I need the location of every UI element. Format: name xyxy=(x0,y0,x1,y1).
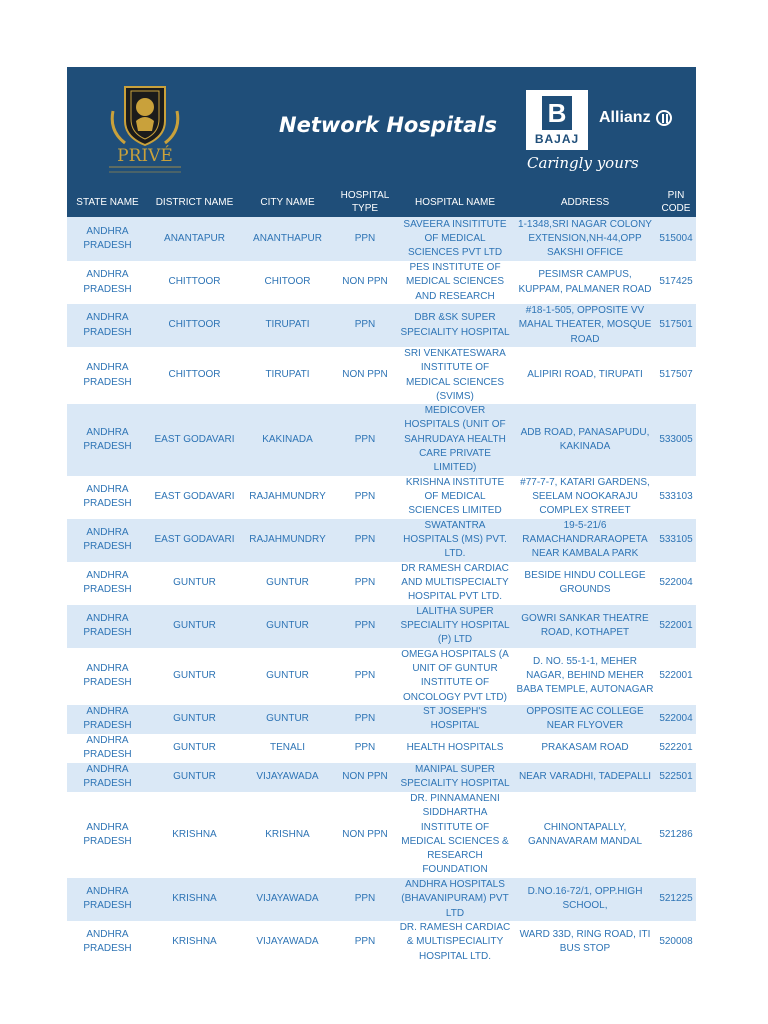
cell-pin-code: 522004 xyxy=(656,562,696,605)
table-row xyxy=(67,476,696,519)
cell-address: NEAR VARADHI, TADEPALLI xyxy=(514,763,656,792)
cell-address: ALIPIRI ROAD, TIRUPATI xyxy=(514,347,656,404)
table-row xyxy=(67,878,696,921)
cell-hospital-type: PPN xyxy=(334,404,396,475)
cell-state: ANDHRA PRADESH xyxy=(67,217,148,261)
cell-state: ANDHRA PRADESH xyxy=(67,404,148,475)
table-row xyxy=(67,648,696,705)
allianz-wordmark: Allianz xyxy=(599,109,651,126)
cell-hospital-type: PPN xyxy=(334,878,396,921)
table-row xyxy=(67,605,696,648)
cell-city: GUNTUR xyxy=(241,648,334,705)
cell-district: GUNTUR xyxy=(148,605,241,648)
table-row xyxy=(67,921,696,964)
cell-state: ANDHRA PRADESH xyxy=(67,261,148,304)
cell-hospital-name: HEALTH HOSPITALS xyxy=(396,734,514,763)
cell-hospital-name: ST JOSEPH'S HOSPITAL xyxy=(396,705,514,734)
cell-city: RAJAHMUNDRY xyxy=(241,476,334,519)
cell-hospital-type: PPN xyxy=(334,562,396,605)
table-row xyxy=(67,217,696,261)
col-header-hospital-type: HOSPITAL TYPE xyxy=(334,187,396,217)
cell-address: D.NO.16-72/1, OPP.HIGH SCHOOL, xyxy=(514,878,656,921)
cell-address: ADB ROAD, PANASAPUDU, KAKINADA xyxy=(514,404,656,475)
cell-hospital-type: PPN xyxy=(334,217,396,261)
cell-district: EAST GODAVARI xyxy=(148,519,241,562)
prive-logo-text: PRIVÉ xyxy=(117,146,173,166)
cell-pin-code: 520008 xyxy=(656,921,696,964)
cell-state: ANDHRA PRADESH xyxy=(67,648,148,705)
cell-district: GUNTUR xyxy=(148,648,241,705)
cell-pin-code: 533103 xyxy=(656,476,696,519)
cell-address: WARD 33D, RING ROAD, ITI BUS STOP xyxy=(514,921,656,964)
cell-address: BESIDE HINDU COLLEGE GROUNDS xyxy=(514,562,656,605)
cell-hospital-name: KRISHNA INSTITUTE OF MEDICAL SCIENCES LIMITED xyxy=(396,476,514,519)
cell-pin-code: 533005 xyxy=(656,404,696,475)
cell-address: 1-1348,SRI NAGAR COLONY EXTENSION,NH-44,OPP SAKSHI OFFICE xyxy=(514,217,656,261)
cell-hospital-name: MANIPAL SUPER SPECIALITY HOSPITAL xyxy=(396,763,514,792)
cell-city: CHITOOR xyxy=(241,261,334,304)
cell-hospital-name: DR. RAMESH CARDIAC & MULTISPECIALITY HOSPITAL LTD. xyxy=(396,921,514,964)
cell-district: GUNTUR xyxy=(148,734,241,763)
cell-city: KRISHNA xyxy=(241,792,334,878)
cell-district: GUNTUR xyxy=(148,763,241,792)
table-row xyxy=(67,304,696,347)
cell-address: #18-1-505, OPPOSITE VV MAHAL THEATER, MOSQUE ROAD xyxy=(514,304,656,347)
cell-address: PESIMSR CAMPUS, KUPPAM, PALMANER ROAD xyxy=(514,261,656,304)
cell-hospital-type: PPN xyxy=(334,304,396,347)
header-banner xyxy=(67,67,696,187)
cell-pin-code: 522001 xyxy=(656,648,696,705)
table-row xyxy=(67,519,696,562)
cell-hospital-type: PPN xyxy=(334,921,396,964)
cell-hospital-type: PPN xyxy=(334,519,396,562)
col-header-state: STATE NAME xyxy=(67,187,148,217)
cell-hospital-type: PPN xyxy=(334,734,396,763)
prive-crest-logo xyxy=(95,81,195,181)
cell-state: ANDHRA PRADESH xyxy=(67,705,148,734)
table-row xyxy=(67,734,696,763)
cell-address: OPPOSITE AC COLLEGE NEAR FLYOVER xyxy=(514,705,656,734)
cell-state: ANDHRA PRADESH xyxy=(67,562,148,605)
cell-hospital-type: PPN xyxy=(334,648,396,705)
table-row xyxy=(67,705,696,734)
cell-hospital-name: SWATANTRA HOSPITALS (MS) PVT. LTD. xyxy=(396,519,514,562)
cell-city: TIRUPATI xyxy=(241,347,334,404)
cell-city: GUNTUR xyxy=(241,705,334,734)
cell-district: GUNTUR xyxy=(148,705,241,734)
cell-state: ANDHRA PRADESH xyxy=(67,304,148,347)
col-header-address: ADDRESS xyxy=(514,187,656,217)
table-row xyxy=(67,347,696,404)
col-header-hospital-name: HOSPITAL NAME xyxy=(396,187,514,217)
cell-address: 19-5-21/6 RAMACHANDRARAOPETA NEAR KAMBALA PARK xyxy=(514,519,656,562)
cell-state: ANDHRA PRADESH xyxy=(67,763,148,792)
cell-city: ANANTHAPUR xyxy=(241,217,334,261)
bajaj-wordmark: BAJAJ xyxy=(534,132,580,146)
cell-hospital-name: PES INSTITUTE OF MEDICAL SCIENCES AND RESEARCH xyxy=(396,261,514,304)
cell-city: GUNTUR xyxy=(241,562,334,605)
table-row xyxy=(67,763,696,792)
cell-hospital-type: NON PPN xyxy=(334,261,396,304)
bajaj-b-icon: B xyxy=(542,96,572,130)
cell-hospital-type: PPN xyxy=(334,476,396,519)
table-row xyxy=(67,261,696,304)
cell-state: ANDHRA PRADESH xyxy=(67,605,148,648)
cell-city: KAKINADA xyxy=(241,404,334,475)
cell-district: GUNTUR xyxy=(148,562,241,605)
cell-hospital-type: NON PPN xyxy=(334,763,396,792)
table-row xyxy=(67,404,696,475)
cell-pin-code: 522001 xyxy=(656,605,696,648)
cell-pin-code: 522004 xyxy=(656,705,696,734)
cell-pin-code: 517501 xyxy=(656,304,696,347)
cell-district: KRISHNA xyxy=(148,792,241,878)
cell-district: EAST GODAVARI xyxy=(148,404,241,475)
cell-pin-code: 533105 xyxy=(656,519,696,562)
cell-hospital-name: DR RAMESH CARDIAC AND MULTISPECIALTY HOSPITAL PVT LTD. xyxy=(396,562,514,605)
cell-state: ANDHRA PRADESH xyxy=(67,519,148,562)
cell-hospital-name: OMEGA HOSPITALS (A UNIT OF GUNTUR INSTITUTE OF ONCOLOGY PVT LTD) xyxy=(396,648,514,705)
cell-address: #77-7-7, KATARI GARDENS, SEELAM NOOKARAJU COMPLEX STREET xyxy=(514,476,656,519)
cell-district: KRISHNA xyxy=(148,921,241,964)
cell-pin-code: 521225 xyxy=(656,878,696,921)
hospitals-table xyxy=(67,187,696,964)
cell-hospital-type: PPN xyxy=(334,605,396,648)
allianz-eagle-icon xyxy=(656,110,672,126)
cell-hospital-name: DBR &SK SUPER SPECIALITY HOSPITAL xyxy=(396,304,514,347)
cell-city: RAJAHMUNDRY xyxy=(241,519,334,562)
cell-address: CHINONTAPALLY, GANNAVARAM MANDAL xyxy=(514,792,656,878)
cell-state: ANDHRA PRADESH xyxy=(67,347,148,404)
tagline: Caringly yours xyxy=(527,154,639,172)
cell-hospital-type: NON PPN xyxy=(334,792,396,878)
bajaj-logo xyxy=(526,90,588,150)
col-header-pin-code: PIN CODE xyxy=(656,187,696,217)
cell-pin-code: 522201 xyxy=(656,734,696,763)
cell-district: CHITTOOR xyxy=(148,261,241,304)
cell-hospital-type: NON PPN xyxy=(334,347,396,404)
cell-address: GOWRI SANKAR THEATRE ROAD, KOTHAPET xyxy=(514,605,656,648)
cell-state: ANDHRA PRADESH xyxy=(67,734,148,763)
cell-city: TENALI xyxy=(241,734,334,763)
cell-district: ANANTAPUR xyxy=(148,217,241,261)
cell-city: TIRUPATI xyxy=(241,304,334,347)
table-row xyxy=(67,792,696,878)
table-header-row xyxy=(67,187,696,217)
cell-state: ANDHRA PRADESH xyxy=(67,878,148,921)
cell-city: GUNTUR xyxy=(241,605,334,648)
allianz-logo xyxy=(599,109,672,127)
cell-pin-code: 515004 xyxy=(656,217,696,261)
cell-address: D. NO. 55-1-1, MEHER NAGAR, BEHIND MEHER BABA TEMPLE, AUTONAGAR xyxy=(514,648,656,705)
cell-pin-code: 517425 xyxy=(656,261,696,304)
col-header-district: DISTRICT NAME xyxy=(148,187,241,217)
cell-hospital-name: MEDICOVER HOSPITALS (UNIT OF SAHRUDAYA HEALTH CARE PRIVATE LIMITED) xyxy=(396,404,514,475)
cell-pin-code: 522501 xyxy=(656,763,696,792)
cell-hospital-name: ANDHRA HOSPITALS (BHAVANIPURAM) PVT LTD xyxy=(396,878,514,921)
cell-district: KRISHNA xyxy=(148,878,241,921)
cell-pin-code: 517507 xyxy=(656,347,696,404)
cell-district: EAST GODAVARI xyxy=(148,476,241,519)
cell-state: ANDHRA PRADESH xyxy=(67,792,148,878)
col-header-city: CITY NAME xyxy=(241,187,334,217)
cell-hospital-name: DR. PINNAMANENI SIDDHARTHA INSTITUTE OF MEDICAL SCIENCES & RESEARCH FOUNDATION xyxy=(396,792,514,878)
cell-city: VIJAYAWADA xyxy=(241,921,334,964)
cell-district: CHITTOOR xyxy=(148,304,241,347)
cell-pin-code: 521286 xyxy=(656,792,696,878)
page-title: Network Hospitals xyxy=(279,113,497,137)
cell-state: ANDHRA PRADESH xyxy=(67,921,148,964)
cell-hospital-name: SAVEERA INSITITUTE OF MEDICAL SCIENCES PVT LTD xyxy=(396,217,514,261)
table-row xyxy=(67,562,696,605)
cell-hospital-type: PPN xyxy=(334,705,396,734)
cell-address: PRAKASAM ROAD xyxy=(514,734,656,763)
cell-city: VIJAYAWADA xyxy=(241,878,334,921)
cell-hospital-name: LALITHA SUPER SPECIALITY HOSPITAL (P) LTD xyxy=(396,605,514,648)
cell-state: ANDHRA PRADESH xyxy=(67,476,148,519)
cell-district: CHITTOOR xyxy=(148,347,241,404)
hospital-list-sheet xyxy=(67,67,696,964)
cell-city: VIJAYAWADA xyxy=(241,763,334,792)
cell-hospital-name: SRI VENKATESWARA INSTITUTE OF MEDICAL SCIENCES (SVIMS) xyxy=(396,347,514,404)
